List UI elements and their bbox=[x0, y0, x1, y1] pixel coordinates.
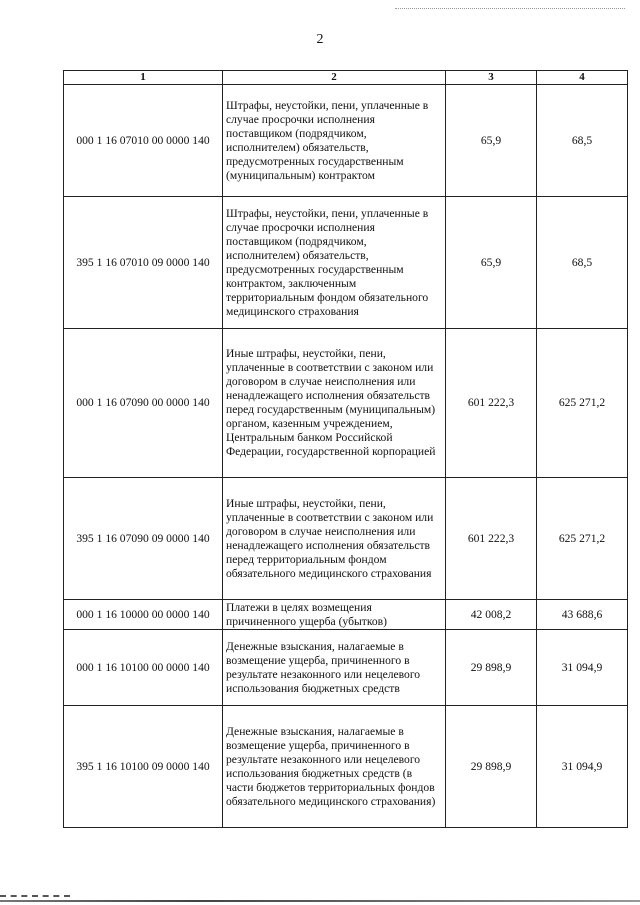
scan-artifact-top bbox=[395, 8, 625, 9]
table-row bbox=[64, 478, 628, 600]
header-row bbox=[64, 71, 628, 85]
row-code: 000 1 16 07090 00 0000 140 bbox=[64, 329, 223, 478]
row-name: Денежные взыскания, налагаемые в возмещение ущерба, причиненного в результате незаконного или нецелевого использования бюджетных средств (в части бюджетов территориальных фондов обязательного медицинского страхования) bbox=[223, 706, 446, 828]
header-col-3: 3 bbox=[446, 71, 537, 85]
row-name: Денежные взыскания, налагаемые в возмещение ущерба, причиненного в результате незаконного или нецелевого использования бюджетных средств bbox=[223, 630, 446, 706]
table-row bbox=[64, 329, 628, 478]
table-header bbox=[64, 71, 628, 85]
row-value-3: 65,9 bbox=[446, 197, 537, 329]
row-code: 000 1 16 10100 00 0000 140 bbox=[64, 630, 223, 706]
row-name: Платежи в целях возмещения причиненного ущерба (убытков) bbox=[223, 600, 446, 630]
row-code: 395 1 16 07010 09 0000 140 bbox=[64, 197, 223, 329]
row-value-3: 29 898,9 bbox=[446, 706, 537, 828]
table-row bbox=[64, 197, 628, 329]
table-row bbox=[64, 706, 628, 828]
row-name: Иные штрафы, неустойки, пени, уплаченные в соответствии с законом или договором в случае неисполнения или ненадлежащего исполнения обязательств перед территориальным фондом обязательного медицинского страхования bbox=[223, 478, 446, 600]
page-number: 2 bbox=[316, 32, 324, 47]
header-col-4: 4 bbox=[537, 71, 628, 85]
row-code: 395 1 16 10100 09 0000 140 bbox=[64, 706, 223, 828]
table-row bbox=[64, 85, 628, 197]
header-col-1: 1 bbox=[64, 71, 223, 85]
row-name: Иные штрафы, неустойки, пени, уплаченные в соответствии с законом или договором в случае неисполнения или ненадлежащего исполнения обязательств перед государственным (муниципальным) органом, казенным учреждением, Центральным банком Российской Федерации, государственной корпорацией bbox=[223, 329, 446, 478]
row-value-3: 601 222,3 bbox=[446, 478, 537, 600]
row-name: Штрафы, неустойки, пени, уплаченные в случае просрочки исполнения поставщиком (подрядчиком, исполнителем) обязательств, предусмотренных государственным (муниципальным) контрактом bbox=[223, 85, 446, 197]
scan-artifact-bottom-left bbox=[0, 895, 70, 897]
scan-artifact-bottom bbox=[0, 900, 640, 902]
row-value-4: 68,5 bbox=[537, 197, 628, 329]
table-body bbox=[64, 85, 628, 828]
row-value-3: 42 008,2 bbox=[446, 600, 537, 630]
row-name: Штрафы, неустойки, пени, уплаченные в случае просрочки исполнения поставщиком (подрядчиком, исполнителем) обязательств, предусмотренных государственным контрактом, заключенным территориальным фондом обязательного медицинского страхования bbox=[223, 197, 446, 329]
row-code: 000 1 16 07010 00 0000 140 bbox=[64, 85, 223, 197]
table-row bbox=[64, 630, 628, 706]
row-value-4: 31 094,9 bbox=[537, 706, 628, 828]
table-row bbox=[64, 600, 628, 630]
row-code: 395 1 16 07090 09 0000 140 bbox=[64, 478, 223, 600]
row-value-4: 625 271,2 bbox=[537, 478, 628, 600]
row-value-4: 43 688,6 bbox=[537, 600, 628, 630]
row-code: 000 1 16 10000 00 0000 140 bbox=[64, 600, 223, 630]
header-col-2: 2 bbox=[223, 71, 446, 85]
row-value-4: 31 094,9 bbox=[537, 630, 628, 706]
row-value-4: 625 271,2 bbox=[537, 329, 628, 478]
row-value-3: 65,9 bbox=[446, 85, 537, 197]
budget-table bbox=[63, 70, 628, 828]
row-value-3: 29 898,9 bbox=[446, 630, 537, 706]
row-value-4: 68,5 bbox=[537, 85, 628, 197]
row-value-3: 601 222,3 bbox=[446, 329, 537, 478]
